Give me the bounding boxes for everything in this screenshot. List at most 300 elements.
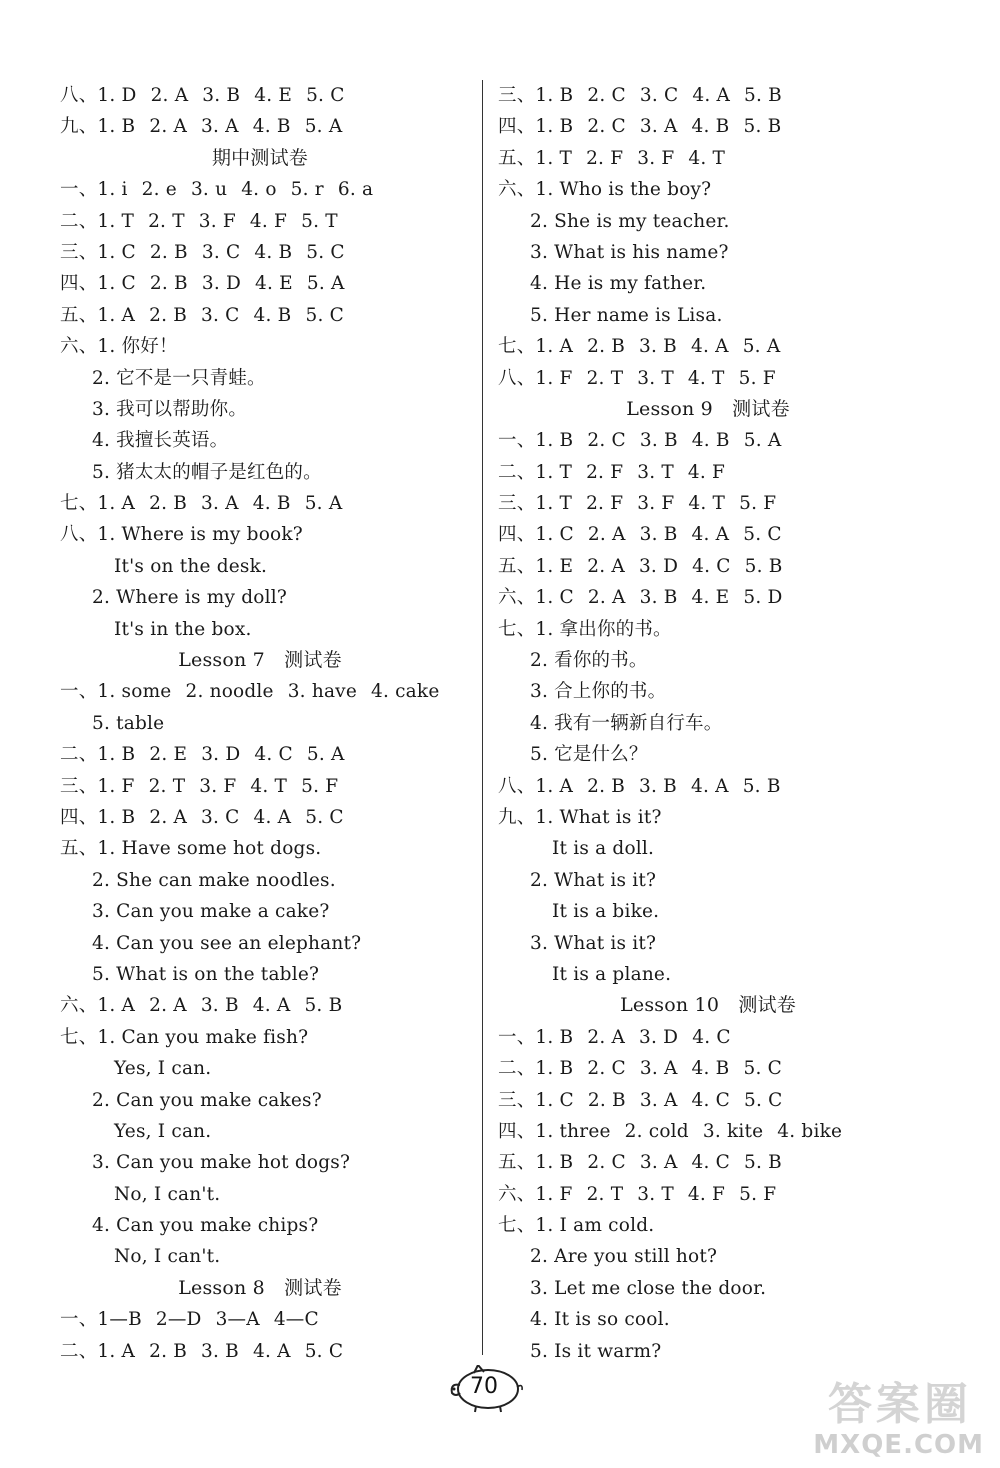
answer-item: 1. C (535, 587, 574, 609)
answer-sentence (498, 614, 918, 645)
answer-row (498, 363, 918, 394)
answer-item: 5. C (306, 85, 345, 106)
answer-sentence (60, 519, 460, 550)
question-number: 二、 (498, 1058, 536, 1080)
answer-item: 2. C (587, 1058, 626, 1080)
answer-row (498, 551, 918, 582)
sentence-text: 1. I am cold. (535, 1215, 655, 1237)
question-number: 七、 (498, 618, 536, 640)
question-number: 三、 (60, 241, 98, 263)
answer-item: 4. A (690, 775, 729, 797)
answer-item: 2. F (586, 493, 624, 515)
sentence-text: Yes, I can. (114, 1058, 212, 1080)
answer-item: 1. T (535, 147, 573, 169)
answer-item: 2. B (587, 1089, 626, 1111)
sentence-text: No, I can't. (114, 1246, 221, 1268)
sentence-text: 1. Have some hot dogs. (97, 838, 322, 860)
sentence-text: 5. table (92, 712, 165, 734)
answer-item: 3. A (201, 493, 239, 515)
answer-row (60, 300, 460, 331)
question-number: 五、 (60, 304, 98, 326)
answer-item: 2. B (149, 273, 188, 295)
answer-row (498, 1022, 918, 1053)
answer-item: 1. some (97, 681, 172, 703)
answer-item: 2. B (149, 241, 188, 263)
answer-sentence (498, 928, 918, 959)
answer-row (498, 111, 918, 142)
answer-item: 3. B (200, 995, 239, 1017)
answer-item: 3. C (201, 304, 240, 326)
question-number: 三、 (60, 775, 98, 797)
answer-item: 3. u (190, 179, 228, 201)
answer-item: 2. T (586, 1183, 624, 1205)
answer-sentence (60, 1147, 460, 1178)
answer-sentence (60, 457, 460, 488)
answer-sentence (60, 1210, 460, 1241)
answer-item: 4. T (687, 367, 725, 389)
answer-item: 3. F (637, 147, 675, 169)
answer-sentence (498, 1304, 918, 1335)
answer-sentence (498, 833, 918, 864)
answer-sentence (60, 551, 460, 582)
answer-sentence (60, 394, 460, 425)
answer-item: 3. B (639, 775, 677, 797)
answer-item: 2. T (586, 367, 624, 389)
sentence-text: 3. 合上你的书。 (530, 681, 667, 703)
answer-item: 1—B (97, 1309, 142, 1331)
question-number: 七、 (60, 493, 98, 515)
answer-item: 2. C (587, 430, 626, 452)
answer-item: 2. noodle (185, 681, 274, 703)
answer-sentence (60, 582, 460, 613)
sentence-text: 5. Her name is Lisa. (530, 304, 723, 326)
answer-item: 3. F (637, 493, 675, 515)
answer-row (60, 676, 460, 707)
answer-row (60, 206, 460, 237)
question-number: 六、 (498, 1183, 536, 1205)
answer-item: 1. C (535, 1089, 574, 1111)
question-number: 二、 (60, 210, 98, 232)
answer-row (498, 1179, 918, 1210)
answer-item: 3. B (639, 430, 678, 452)
answer-row (60, 174, 460, 205)
answer-sentence (498, 268, 918, 299)
answer-sentence (498, 1273, 918, 1304)
answer-item: 2. A (587, 1026, 626, 1048)
answer-item: 1. B (97, 806, 136, 828)
answer-row (60, 111, 460, 142)
question-number: 一、 (498, 430, 536, 452)
answer-item: 2. A (587, 524, 626, 546)
answer-item: 4. E (255, 273, 293, 295)
answer-item: 4. B (252, 116, 291, 138)
question-number: 四、 (498, 116, 536, 138)
answer-item: 4. A (690, 336, 729, 358)
answer-item: 2. A (587, 587, 626, 609)
answer-item: 2. C (587, 85, 626, 106)
answer-item: 2. B (149, 304, 188, 326)
answer-item: 2. A (587, 555, 625, 577)
answer-sentence (60, 833, 460, 864)
sentence-text: 1. What is it? (535, 806, 662, 828)
answer-item: 2. A (149, 806, 188, 828)
answer-item: 2—D (155, 1309, 202, 1331)
answer-item: 5. A (306, 273, 345, 295)
answer-item: 5. A (306, 744, 345, 766)
answer-sentence (60, 1085, 460, 1116)
answer-item: 5. C (744, 1089, 783, 1111)
answer-item: 3. A (639, 1058, 678, 1080)
sentence-text: It's on the desk. (114, 555, 268, 577)
answer-sentence (498, 676, 918, 707)
question-number: 六、 (60, 995, 98, 1017)
sentence-text: 4. 我擅长英语。 (92, 430, 229, 452)
answer-item: 4. o (241, 179, 277, 201)
section-heading: Lesson 7 测试卷 (178, 649, 342, 672)
question-number: 七、 (498, 1215, 536, 1237)
sentence-text: It is a bike. (552, 901, 660, 923)
answer-item: 3. F (199, 775, 237, 797)
answer-item: 4. B (252, 493, 291, 515)
sentence-text: 1. Can you make fish? (97, 1026, 309, 1048)
answer-item: 2. A (149, 995, 187, 1017)
sentence-text: 2. She can make noodles. (92, 869, 336, 891)
answer-item: 2. T (148, 775, 186, 797)
sentence-text: No, I can't. (114, 1183, 221, 1205)
answer-item: 4. C (691, 1152, 731, 1174)
answer-item: 1. T (535, 461, 573, 483)
answer-item: 3. D (201, 744, 241, 766)
answer-row (498, 488, 918, 519)
answer-item: 5. B (742, 775, 781, 797)
answer-sentence (60, 896, 460, 927)
answer-item: 1. D (97, 85, 137, 106)
answer-row (498, 771, 918, 802)
question-number: 二、 (60, 1340, 98, 1362)
answer-sentence (498, 237, 918, 268)
answer-item: 3. B (202, 85, 241, 106)
answer-sentence (60, 1022, 460, 1053)
question-number: 八、 (60, 524, 98, 546)
question-number: 三、 (498, 85, 536, 106)
answer-item: 4. bike (777, 1120, 843, 1142)
answer-item: 3. A (201, 116, 239, 138)
sentence-text: 3. Can you make hot dogs? (92, 1152, 351, 1174)
answer-item: 1. T (97, 210, 135, 232)
answer-row (60, 80, 460, 111)
sentence-text: 5. Is it warm? (530, 1340, 662, 1362)
answer-item: 4. T (250, 775, 288, 797)
answer-item: 1. C (535, 524, 574, 546)
answer-row (60, 990, 460, 1021)
answer-row (498, 331, 918, 362)
answer-item: 4. C (691, 1089, 731, 1111)
sentence-text: 4. It is so cool. (530, 1309, 670, 1331)
answer-item: 1. F (535, 1183, 573, 1205)
answer-item: 2. cold (624, 1120, 689, 1142)
sentence-text: 4. Can you make chips? (92, 1215, 319, 1237)
answer-sentence (498, 206, 918, 237)
answer-item: 5. T (301, 210, 338, 232)
sentence-text: 2. Can you make cakes? (92, 1089, 322, 1111)
answer-item: 3. D (639, 1026, 679, 1048)
sentence-text: 2. Where is my doll? (92, 587, 287, 609)
answer-sentence (498, 865, 918, 896)
sentence-text: 3. 我可以帮助你。 (92, 398, 248, 420)
answer-item: 5. B (744, 555, 783, 577)
answer-item: 3. C (201, 806, 240, 828)
question-number: 九、 (498, 806, 536, 828)
watermark-url: MXQE.COM (813, 1430, 984, 1460)
sentence-text: It is a doll. (552, 838, 655, 860)
sentence-text: It is a plane. (552, 963, 672, 985)
column-divider (482, 80, 483, 1355)
sentence-text: 5. 它是什么？ (530, 744, 648, 766)
sentence-text: 1. 你好！ (97, 336, 178, 358)
answer-item: 1. F (97, 775, 135, 797)
answer-item: 2. B (587, 775, 626, 797)
answer-sentence (498, 739, 918, 770)
question-number: 五、 (498, 147, 536, 169)
answer-row (498, 143, 918, 174)
sentence-text: 5. What is on the table? (92, 963, 320, 985)
answer-item: 5. F (739, 493, 777, 515)
sentence-text: 3. What is it? (530, 932, 657, 954)
question-number: 六、 (60, 336, 98, 358)
section-heading: 期中测试卷 (211, 146, 308, 169)
answer-item: 4. C (692, 555, 731, 577)
answer-item: 5. F (739, 1183, 777, 1205)
sentence-text: 4. Can you see an elephant? (92, 932, 362, 954)
answer-item: 3. have (287, 681, 357, 703)
answer-item: 1. A (97, 493, 136, 515)
answer-item: 4. C (692, 1026, 731, 1048)
question-number: 一、 (498, 1026, 536, 1048)
answer-sentence (60, 425, 460, 456)
sentence-text: 2. 看你的书。 (530, 650, 648, 672)
answer-item: 5. B (304, 995, 343, 1017)
question-number: 二、 (60, 744, 98, 766)
answer-item: 1. B (97, 116, 136, 138)
answer-item: 2. C (587, 116, 626, 138)
answer-item: 3. kite (702, 1120, 764, 1142)
answer-item: 3. B (639, 336, 677, 358)
answer-item: 1. B (535, 1152, 574, 1174)
question-number: 二、 (498, 461, 536, 483)
question-number: 五、 (60, 838, 98, 860)
question-number: 五、 (498, 555, 536, 577)
sentence-text: 3. What is his name? (530, 241, 729, 263)
section-heading: Lesson 8 测试卷 (178, 1276, 342, 1299)
question-number: 六、 (498, 587, 536, 609)
sentence-text: 2. Are you still hot? (530, 1246, 718, 1268)
answer-sentence (498, 802, 918, 833)
answer-item: 4—C (273, 1309, 319, 1331)
answer-item: 2. E (149, 744, 188, 766)
answer-sentence (498, 959, 918, 990)
answer-row (60, 802, 460, 833)
answer-item: 1. B (97, 744, 136, 766)
question-number: 四、 (60, 273, 98, 295)
answer-item: 1. E (535, 555, 574, 577)
answer-item: 2. A (150, 85, 189, 106)
answer-item: 5. B (743, 116, 782, 138)
answer-item: 5. D (743, 587, 783, 609)
answer-item: 3. C (639, 85, 679, 106)
answer-row (498, 457, 918, 488)
question-number: 四、 (498, 1120, 536, 1142)
answer-item: 1. A (97, 1340, 136, 1362)
answer-item: 4. B (253, 304, 292, 326)
answer-row (498, 1053, 918, 1084)
answer-item: 4. C (254, 744, 293, 766)
answer-sentence (498, 708, 918, 739)
answer-item: 3. D (201, 273, 242, 295)
answer-row (498, 80, 918, 111)
answer-item: 3—A (215, 1309, 260, 1331)
right-answer-column (498, 80, 918, 1367)
answer-item: 4. F (249, 210, 288, 232)
answer-item: 1. B (535, 1026, 574, 1048)
answer-item: 1. A (535, 775, 574, 797)
answer-item: 3. B (639, 587, 678, 609)
answer-row (60, 739, 460, 770)
answer-item: 4. T (688, 493, 726, 515)
answer-item: 4. A (691, 524, 730, 546)
section-heading: Lesson 10 测试卷 (620, 994, 796, 1017)
question-number: 五、 (498, 1152, 536, 1174)
answer-row (498, 425, 918, 456)
answer-item: 1. i (97, 179, 128, 201)
answer-item: 3. B (201, 1340, 239, 1362)
answer-item: 5. r (290, 179, 324, 201)
question-number: 四、 (498, 524, 536, 546)
answer-sentence (60, 959, 460, 990)
answer-item: 4. F (687, 1183, 726, 1205)
answer-item: 1. B (535, 1058, 574, 1080)
answer-row (498, 519, 918, 550)
answer-sentence (60, 865, 460, 896)
answer-item: 3. T (637, 367, 674, 389)
answer-sentence (60, 1116, 460, 1147)
answer-row (60, 1336, 460, 1367)
answer-sentence (60, 1241, 460, 1272)
answer-sentence (498, 896, 918, 927)
answer-sentence (60, 1053, 460, 1084)
sentence-text: 2. She is my teacher. (530, 210, 730, 232)
answer-item: 3. A (639, 1152, 678, 1174)
left-answer-column (60, 80, 460, 1367)
answer-item: 4. A (253, 806, 292, 828)
sentence-text: 4. 我有一辆新自行车。 (530, 712, 723, 734)
sentence-text: 3. Can you make a cake? (92, 901, 330, 923)
question-number: 三、 (498, 1089, 536, 1111)
answer-item: 1. B (535, 116, 574, 138)
answer-item: 1. C (97, 273, 136, 295)
question-number: 一、 (60, 179, 98, 201)
answer-sentence (498, 174, 918, 205)
answer-item: 4. E (691, 587, 730, 609)
question-number: 六、 (498, 179, 536, 201)
answer-item: 2. B (149, 1340, 188, 1362)
answer-row (498, 1116, 918, 1147)
answer-sentence (60, 614, 460, 645)
sentence-text: It's in the box. (114, 618, 252, 640)
answer-item: 1. T (535, 493, 573, 515)
answer-item: 4. B (691, 430, 730, 452)
answer-item: 4. A (252, 995, 291, 1017)
answer-sentence (498, 645, 918, 676)
answer-item: 2. A (149, 116, 188, 138)
answer-item: 5. C (743, 1058, 782, 1080)
answer-item: 5. B (744, 85, 782, 106)
sentence-text: 2. 它不是一只青蛙。 (92, 367, 266, 389)
answer-item: 1. A (535, 336, 574, 358)
answer-item: 5. A (304, 116, 343, 138)
answer-item: 3. F (198, 210, 236, 232)
answer-row (60, 1304, 460, 1335)
answer-item: 2. B (587, 336, 626, 358)
answer-item: 1. C (97, 241, 136, 263)
answer-sentence (60, 708, 460, 739)
answer-item: 4. B (254, 241, 293, 263)
answer-item: 4. A (252, 1340, 291, 1362)
answer-item: 4. T (688, 147, 726, 169)
answer-sentence (60, 331, 460, 362)
sentence-text: Yes, I can. (114, 1120, 212, 1142)
answer-item: 1. B (535, 430, 574, 452)
sentence-text: 1. Where is my book? (97, 524, 303, 546)
answer-item: 5. F (738, 367, 776, 389)
answer-item: 5. C (743, 524, 782, 546)
answer-sentence (498, 1336, 918, 1367)
answer-item: 1. B (535, 85, 574, 106)
answer-sentence (498, 1241, 918, 1272)
section-heading: Lesson 9 测试卷 (626, 397, 790, 420)
answer-item: 5. A (743, 430, 782, 452)
answer-row (60, 268, 460, 299)
answer-item: 2. e (141, 179, 177, 201)
answer-item: 3. C (201, 241, 241, 263)
sentence-text: 4. He is my father. (530, 273, 707, 295)
question-number: 一、 (60, 1309, 98, 1331)
answer-row (498, 1085, 918, 1116)
watermark-logo-text: 答案圈 (828, 1379, 972, 1430)
answer-item: 5. C (305, 304, 344, 326)
question-number: 九、 (60, 116, 98, 138)
answer-item: 4. F (687, 461, 726, 483)
sentence-text: 1. Who is the boy? (535, 179, 712, 201)
answer-item: 4. E (254, 85, 293, 106)
answer-item: 5. A (304, 493, 343, 515)
answer-item: 2. F (586, 147, 624, 169)
question-number: 四、 (60, 806, 98, 828)
answer-item: 3. B (639, 524, 678, 546)
answer-item: 5. B (744, 1152, 782, 1174)
answer-row (498, 582, 918, 613)
answer-item: 5. C (305, 806, 344, 828)
answer-sentence (60, 1179, 460, 1210)
answer-item: 5. F (301, 775, 339, 797)
answer-item: 5. C (306, 241, 345, 263)
answer-item: 1. three (535, 1120, 611, 1142)
answer-sentence (60, 363, 460, 394)
answer-item: 5. C (304, 1340, 344, 1362)
sentence-text: 3. Let me close the door. (530, 1277, 767, 1299)
answer-sentence (498, 1210, 918, 1241)
answer-item: 4. A (692, 85, 731, 106)
question-number: 七、 (498, 336, 536, 358)
